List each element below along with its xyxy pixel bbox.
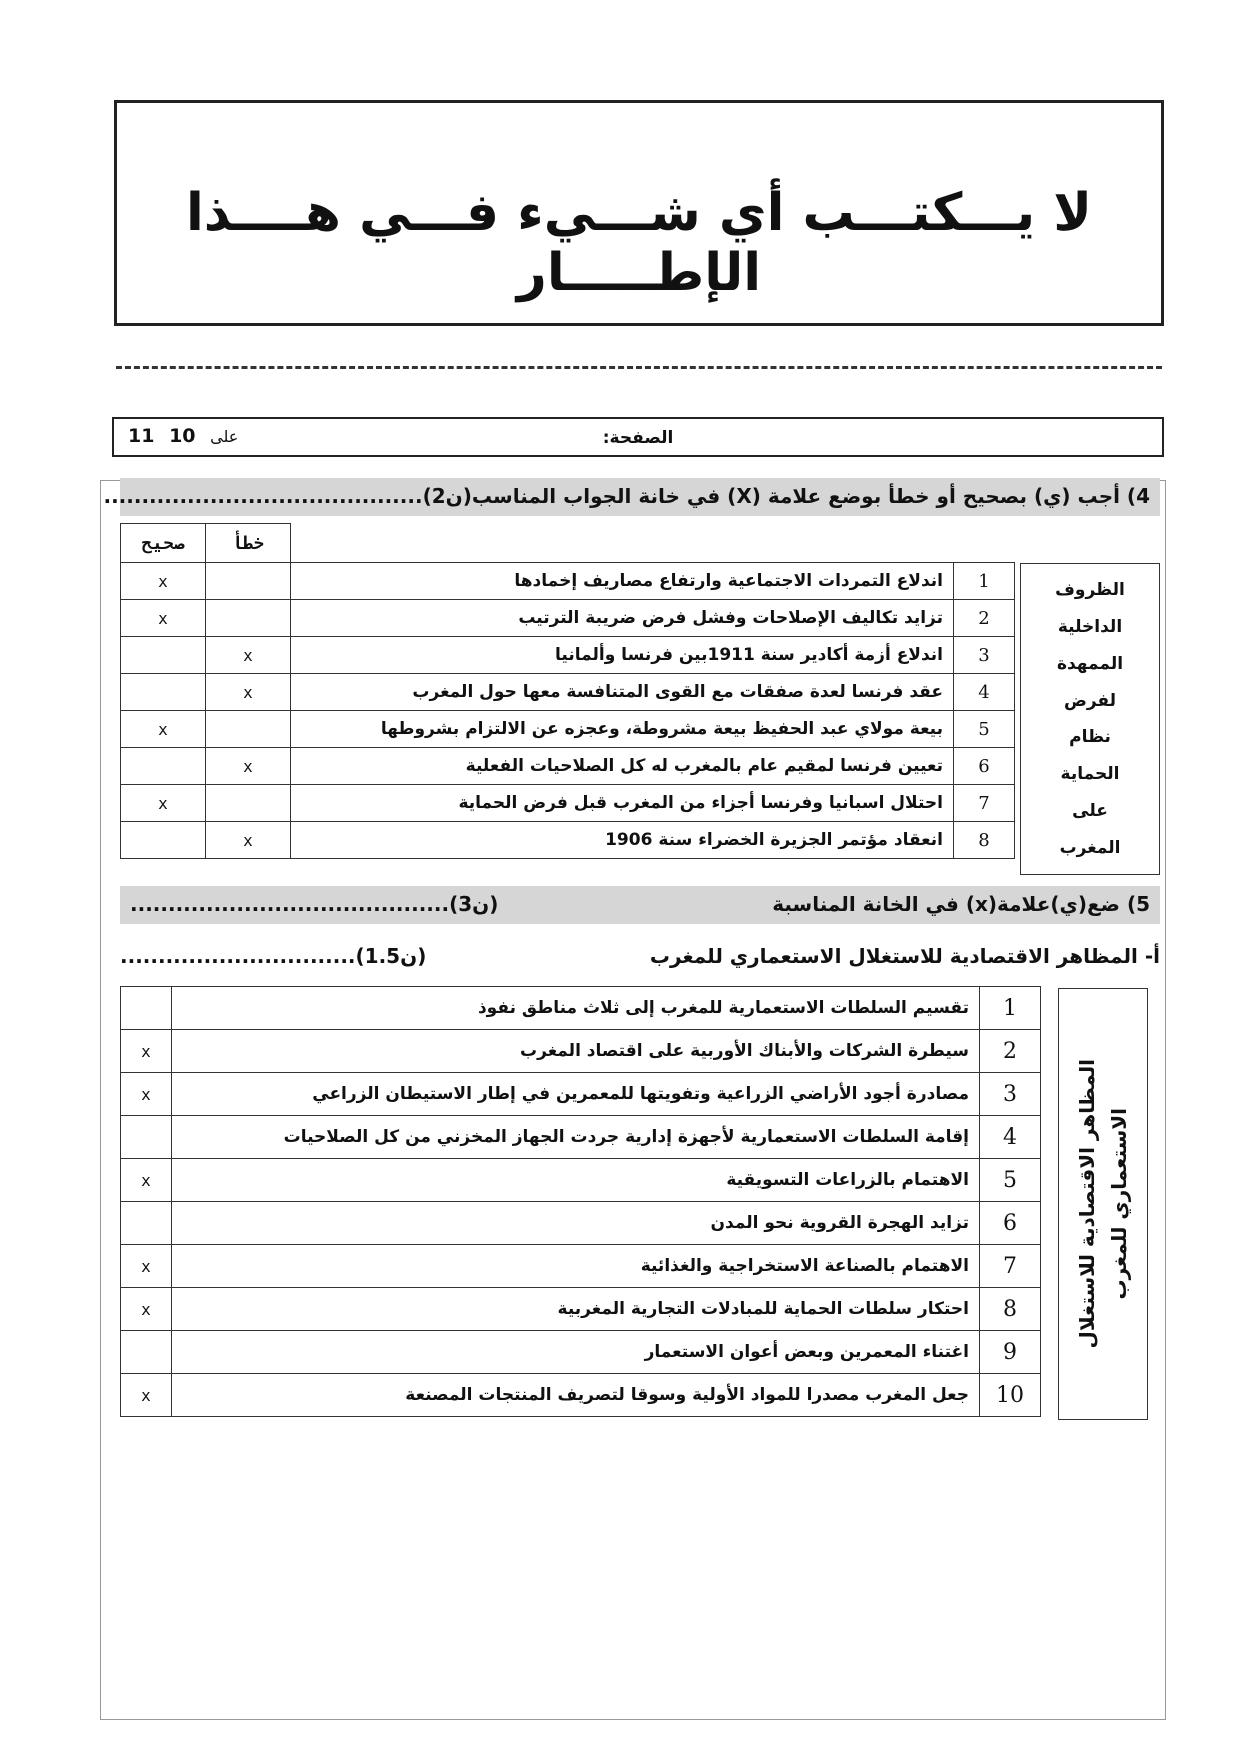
- table-row: [121, 711, 1015, 748]
- section5-side-text: [1071, 1059, 1135, 1348]
- false-cell[interactable]: [206, 785, 291, 822]
- table-row: [121, 1288, 1041, 1331]
- row-number: 3: [954, 637, 1015, 674]
- side-word: لفرض: [1063, 690, 1117, 711]
- true-cell[interactable]: x: [121, 711, 206, 748]
- side-word: على: [1072, 800, 1108, 821]
- statement: سيطرة الشركات والأبناك الأوربية على اقتصاد المغرب: [172, 1030, 980, 1073]
- table-row: [121, 1030, 1041, 1073]
- table-row: [121, 1202, 1041, 1245]
- mark-cell[interactable]: [121, 987, 172, 1030]
- section5a-points: ...............................(1.5ن): [120, 944, 427, 968]
- mark-cell[interactable]: x: [121, 1159, 172, 1202]
- statement: تعيين فرنسا لمقيم عام بالمغرب له كل الصلاحيات الفعلية: [291, 748, 954, 785]
- row-number: 4: [980, 1116, 1041, 1159]
- statement: احتكار سلطات الحماية للمبادلات التجارية المغربية: [172, 1288, 980, 1331]
- no-write-frame: [114, 100, 1164, 326]
- row-number: 4: [954, 674, 1015, 711]
- table-row: [121, 987, 1041, 1030]
- col-false-header: خطأ: [206, 524, 291, 563]
- page-label: الصفحة:: [602, 428, 674, 448]
- table-row: [121, 1159, 1041, 1202]
- side-word: نظام: [1069, 727, 1111, 748]
- row-number: 6: [980, 1202, 1041, 1245]
- page-number: [128, 425, 246, 447]
- false-cell[interactable]: x: [206, 822, 291, 859]
- mark-cell[interactable]: x: [121, 1288, 172, 1331]
- true-cell[interactable]: [121, 822, 206, 859]
- section5-title-bar: [120, 886, 1160, 924]
- side-line-1: المظاهر الاقتصادية للاستغلال: [1075, 1059, 1099, 1349]
- statement: بيعة مولاي عبد الحفيظ بيعة مشروطة، وعجزه عن الالتزام بشروطها: [291, 711, 954, 748]
- statement: إقامة السلطات الاستعمارية لأجهزة إدارية جردت الجهاز المخزني من كل الصلاحيات: [172, 1116, 980, 1159]
- statement: مصادرة أجود الأراضي الزراعية وتفويتها للمعمرين في إطار الاستيطان الزراعي: [172, 1073, 980, 1116]
- row-number: 1: [954, 563, 1015, 600]
- section4-title: 4) أجب (ي) بصحيح أو خطأ بوضع علامة (X) في خانة الجواب المناسب: [471, 484, 1150, 508]
- section4-side-label: [1020, 563, 1160, 875]
- statement: تزايد تكاليف الإصلاحات وفشل فرض ضريبة الترتيب: [291, 600, 954, 637]
- mark-cell[interactable]: x: [121, 1374, 172, 1417]
- statement: احتلال اسبانيا وفرنسا أجزاء من المغرب قبل فرض الحماية: [291, 785, 954, 822]
- statement: الاهتمام بالزراعات التسويقية: [172, 1159, 980, 1202]
- row-number: 8: [980, 1288, 1041, 1331]
- false-cell[interactable]: x: [206, 674, 291, 711]
- true-cell[interactable]: x: [121, 785, 206, 822]
- table-row: [121, 1245, 1041, 1288]
- table-row: [121, 600, 1015, 637]
- table-row: [121, 748, 1015, 785]
- side-word: الداخلية: [1057, 617, 1123, 638]
- true-cell[interactable]: [121, 637, 206, 674]
- row-number: 8: [954, 822, 1015, 859]
- table-row: [121, 1116, 1041, 1159]
- page-of: على: [210, 427, 239, 446]
- statement: الاهتمام بالصناعة الاستخراجية والغذائية: [172, 1245, 980, 1288]
- section5-side-label: [1058, 988, 1148, 1420]
- mark-cell[interactable]: x: [121, 1030, 172, 1073]
- side-line-2: الاستعماري للمغرب: [1107, 1108, 1131, 1300]
- table-row: [121, 674, 1015, 711]
- side-word: المغرب: [1059, 837, 1121, 858]
- row-number: 9: [980, 1331, 1041, 1374]
- table-row: [121, 785, 1015, 822]
- dashed-cut-line: [116, 366, 1162, 369]
- statement: انعقاد مؤتمر الجزيرة الخضراء سنة 1906: [291, 822, 954, 859]
- statement: اغتناء المعمرين وبعض أعوان الاستعمار: [172, 1331, 980, 1374]
- table-row: [121, 1374, 1041, 1417]
- page-header: [112, 417, 1164, 457]
- statement: تقسيم السلطات الاستعمارية للمغرب إلى ثلاث مناطق نفوذ: [172, 987, 980, 1030]
- row-number: 7: [980, 1245, 1041, 1288]
- statement: عقد فرنسا لعدة صفقات مع القوى المتنافسة معها حول المغرب: [291, 674, 954, 711]
- section5a-title: أ- المظاهر الاقتصادية للاستغلال الاستعماري للمغرب: [649, 944, 1160, 968]
- section5a-title-bar: [120, 944, 1160, 968]
- table-row: [121, 563, 1015, 600]
- col-true-header: صحيح: [121, 524, 206, 563]
- row-number: 3: [980, 1073, 1041, 1116]
- row-number: 10: [980, 1374, 1041, 1417]
- section5-title: 5) ضع(ي)علامة(x) في الخانة المناسبة: [772, 892, 1150, 916]
- section4-table: [120, 523, 1015, 859]
- table-row: [121, 1073, 1041, 1116]
- row-number: 7: [954, 785, 1015, 822]
- false-cell[interactable]: [206, 563, 291, 600]
- row-number: 1: [980, 987, 1041, 1030]
- false-cell[interactable]: [206, 600, 291, 637]
- true-cell[interactable]: x: [121, 563, 206, 600]
- statement: تزايد الهجرة القروية نحو المدن: [172, 1202, 980, 1245]
- row-number: 6: [954, 748, 1015, 785]
- mark-cell[interactable]: x: [121, 1073, 172, 1116]
- statement: اندلاع أزمة أكادير سنة 1911بين فرنسا وألمانيا: [291, 637, 954, 674]
- mark-cell[interactable]: [121, 1116, 172, 1159]
- statement: جعل المغرب مصدرا للمواد الأولية وسوقا لتصريف المنتجات المصنعة: [172, 1374, 980, 1417]
- section4-title-bar: [103, 478, 1160, 516]
- mark-cell[interactable]: x: [121, 1245, 172, 1288]
- section4-points: ..........................................(2ن): [103, 484, 472, 508]
- row-number: 2: [954, 600, 1015, 637]
- row-number: 5: [980, 1159, 1041, 1202]
- section5-table: [120, 986, 1041, 1417]
- table-row: [121, 1331, 1041, 1374]
- true-cell[interactable]: [121, 674, 206, 711]
- false-cell[interactable]: x: [206, 637, 291, 674]
- table-row: [121, 822, 1015, 859]
- side-word: الظروف: [1055, 580, 1125, 601]
- true-cell[interactable]: x: [121, 600, 206, 637]
- mark-cell[interactable]: [121, 1331, 172, 1374]
- no-write-notice: لا يـــكتـــب أي شـــيء فـــي هــــذا الإطـــــار: [185, 183, 1093, 303]
- false-cell[interactable]: x: [206, 748, 291, 785]
- page-current: 10: [169, 425, 196, 447]
- page-total: 11: [128, 425, 155, 447]
- true-cell[interactable]: [121, 748, 206, 785]
- row-number: 5: [954, 711, 1015, 748]
- section5-points: ..........................................(3ن): [130, 892, 499, 916]
- false-cell[interactable]: [206, 711, 291, 748]
- statement: اندلاع التمردات الاجتماعية وارتفاع مصاريف إخمادها: [291, 563, 954, 600]
- table-row: [121, 637, 1015, 674]
- side-word: الحماية: [1060, 764, 1120, 785]
- mark-cell[interactable]: [121, 1202, 172, 1245]
- row-number: 2: [980, 1030, 1041, 1073]
- side-word: الممهدة: [1056, 653, 1124, 674]
